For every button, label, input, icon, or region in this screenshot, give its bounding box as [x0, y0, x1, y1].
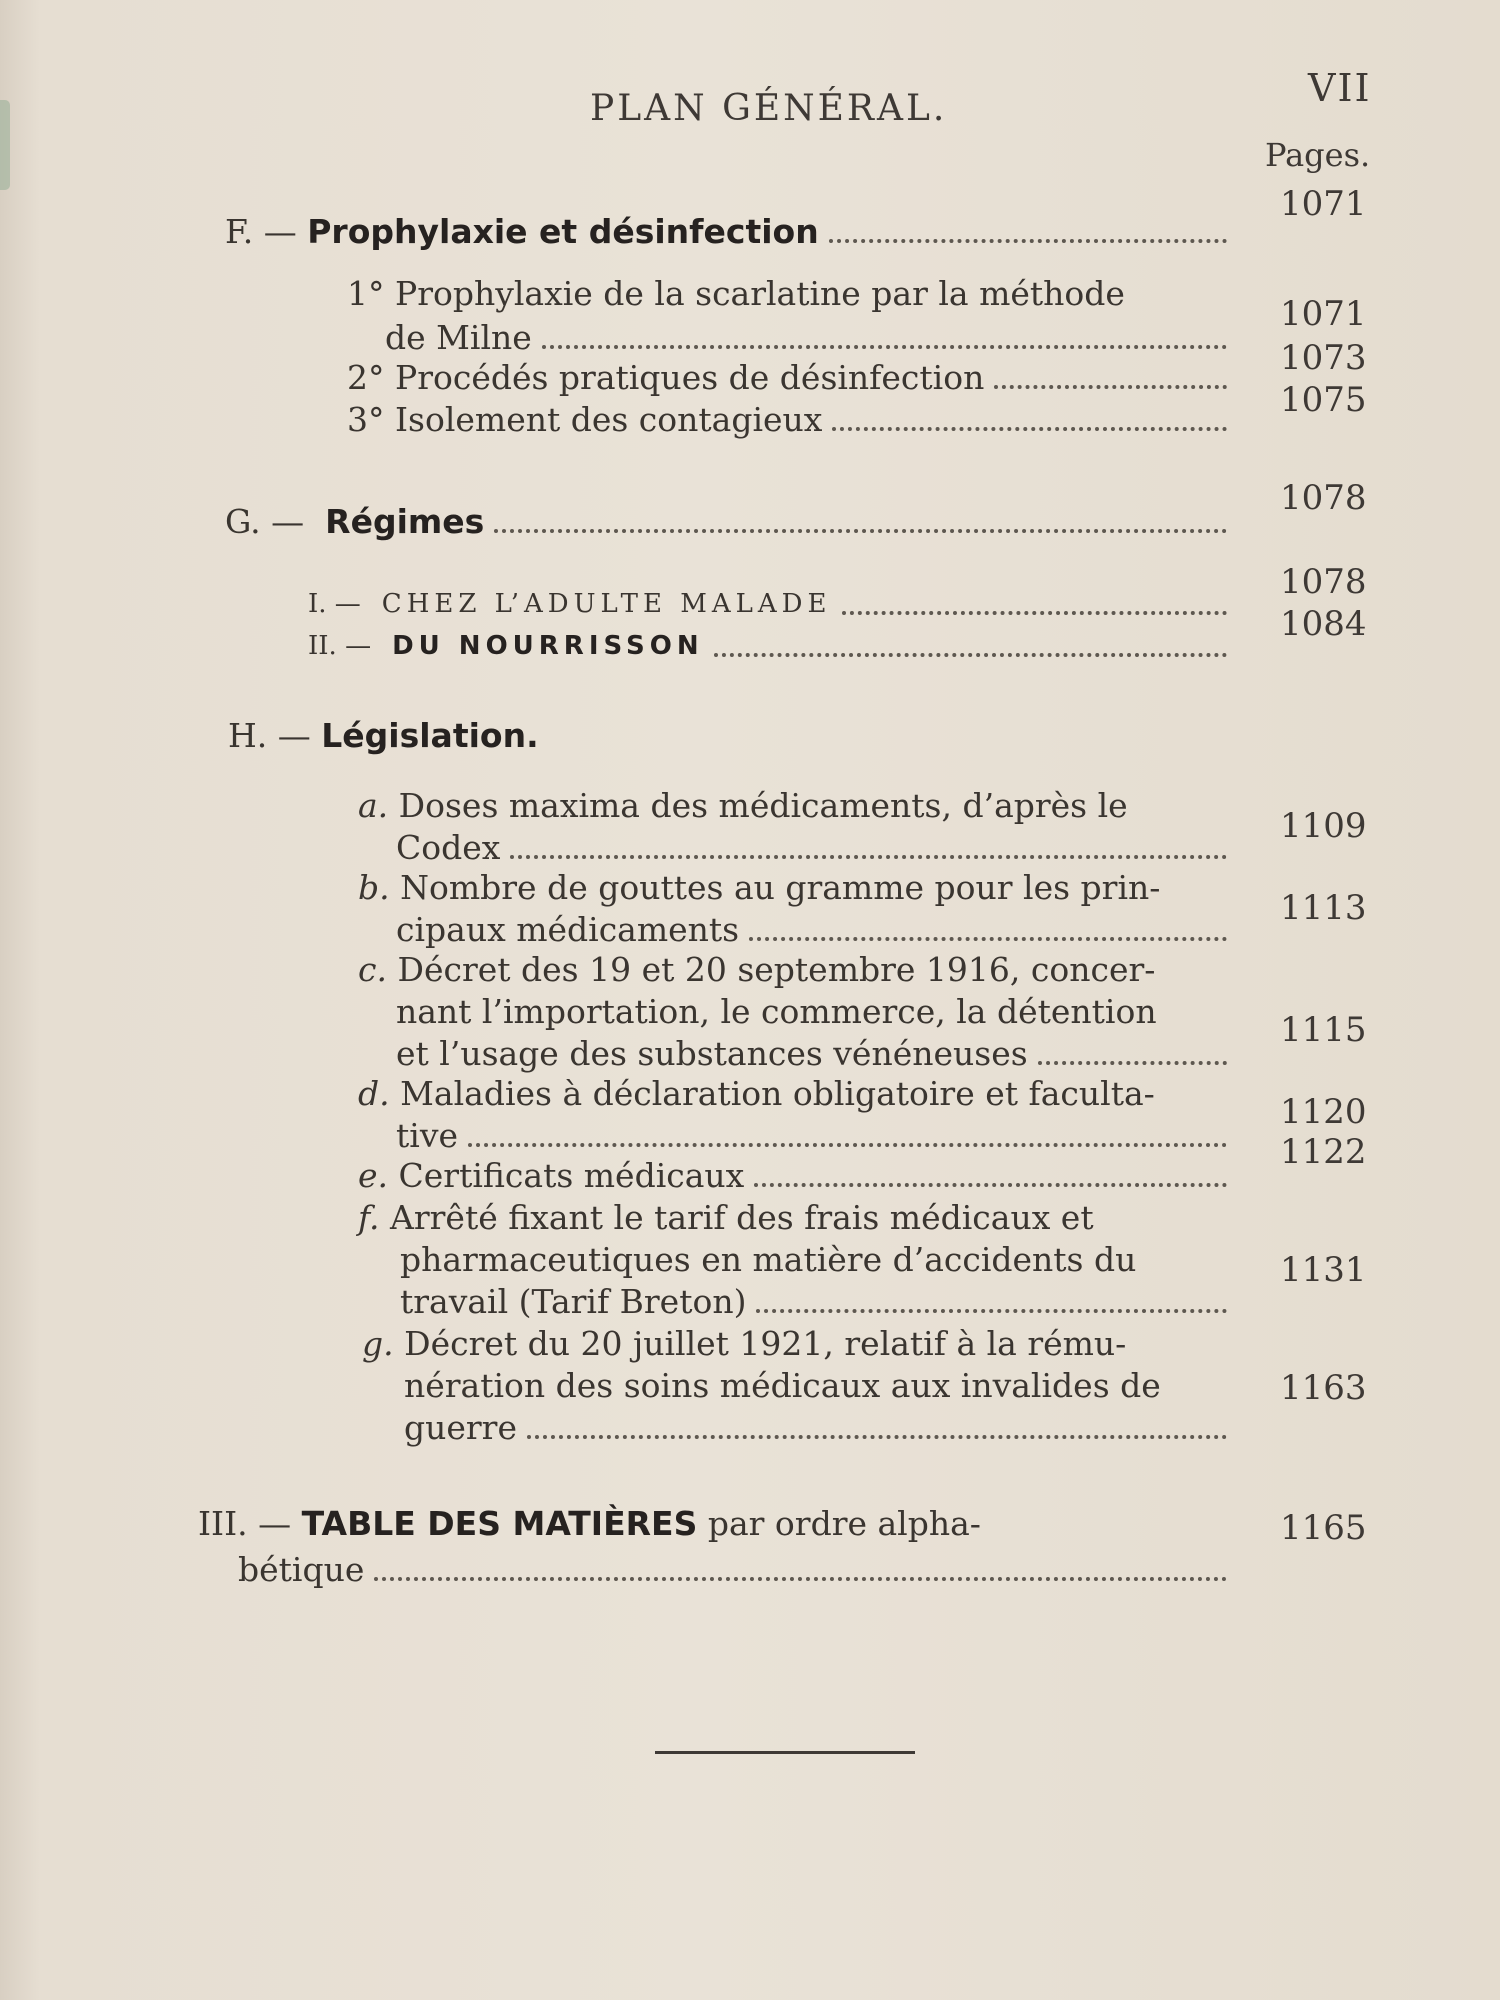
toc-entry-hg-line3[interactable]: guerre — [404, 1406, 1235, 1448]
toc-entry-f[interactable] — [225, 210, 1235, 252]
page-ref: 1113 — [1280, 888, 1367, 928]
dot-leader — [754, 1183, 1227, 1187]
dot-leader — [994, 385, 1227, 389]
page-ref: 1075 — [1280, 380, 1367, 420]
toc-entry-g[interactable] — [225, 500, 1235, 542]
page-ref: 1131 — [1280, 1250, 1367, 1290]
toc-entry-g2[interactable]: II. — DU NOURRISSON — [308, 624, 1235, 666]
toc-entry-f3[interactable]: 3° Isolement des contagieux — [347, 398, 1235, 440]
page-ref: 1165 — [1280, 1508, 1367, 1548]
dot-leader — [468, 1143, 1227, 1147]
toc-entry-hf-line2: pharmaceutiques en matière d’accidents du — [400, 1240, 1137, 1279]
section-label: H. — — [228, 716, 311, 755]
toc-entry-hd-line2[interactable]: tive — [396, 1114, 1235, 1156]
dot-leader — [494, 529, 1227, 533]
dot-leader — [1038, 1061, 1227, 1065]
page-edge-mark — [0, 100, 10, 190]
toc-entry-he[interactable]: e. Certificats médicaux — [358, 1154, 1235, 1196]
section-title: Régimes — [325, 502, 485, 541]
page-ref: 1115 — [1280, 1010, 1367, 1050]
page-ref: 1078 — [1280, 562, 1367, 602]
section-label: F. — — [225, 212, 297, 251]
section-label: III. — — [198, 1504, 292, 1543]
toc-entry-hd-line1: d. Maladies à déclaration obligatoire et faculta- — [358, 1074, 1155, 1113]
page-ref: 1163 — [1280, 1368, 1367, 1408]
page-ref: 1122 — [1280, 1132, 1367, 1172]
toc-entry-ha-line1: a. Doses maxima des médicaments, d’après le — [358, 786, 1128, 825]
page-ref: 1073 — [1280, 338, 1367, 378]
toc-entry-hc-line2: nant l’importation, le commerce, la détention — [396, 992, 1157, 1031]
toc-entry-hc-line3[interactable]: et l’usage des substances vénéneuses — [396, 1032, 1235, 1074]
toc-entry-hf-line3[interactable]: travail (Tarif Breton) — [400, 1280, 1235, 1322]
running-header-title: PLAN GÉNÉRAL. — [590, 88, 948, 129]
section-title: Législation. — [321, 716, 539, 755]
page-ref: 1071 — [1280, 294, 1367, 334]
dot-leader — [832, 427, 1227, 431]
toc-entry-iii-line2[interactable]: bétique — [238, 1548, 1235, 1590]
page-number: VII — [1308, 66, 1372, 110]
toc-entry-g1[interactable]: I. — CHEZ L’ADULTE MALADE — [308, 582, 1235, 624]
toc-entry-hg-line1: g. Décret du 20 juillet 1921, relatif à la rému- — [362, 1324, 1127, 1363]
toc-entry-f1-line2[interactable]: de Milne — [385, 316, 1235, 358]
toc-entry-hb-line2[interactable]: cipaux médicaments — [396, 908, 1235, 950]
dot-leader — [749, 937, 1227, 941]
toc-entry-hb-line1: b. Nombre de gouttes au gramme pour les prin- — [358, 868, 1161, 907]
dot-leader — [374, 1577, 1227, 1581]
page-ref: 1071 — [1280, 184, 1367, 224]
end-rule — [655, 1751, 915, 1754]
section-title: TABLE DES MATIÈRES — [301, 1504, 698, 1543]
toc-entry-hc-line1: c. Décret des 19 et 20 septembre 1916, concer- — [358, 950, 1156, 989]
toc-entry-ha-line2[interactable]: Codex — [396, 826, 1235, 868]
toc-entry-hg-line2: nération des soins médicaux aux invalides de — [404, 1366, 1161, 1405]
toc-entry-iii-line1: III. — TABLE DES MATIÈRES par ordre alpha- — [198, 1504, 981, 1543]
page-ref: 1120 — [1280, 1092, 1367, 1132]
page-ref: 1084 — [1280, 604, 1367, 644]
toc-entry-hf-line1: f. Arrêté fixant le tarif des frais médicaux et — [358, 1198, 1094, 1237]
dot-leader — [842, 611, 1227, 615]
dot-leader — [829, 239, 1227, 243]
dot-leader — [510, 855, 1227, 859]
dot-leader — [527, 1435, 1227, 1439]
section-label: G. — — [225, 502, 305, 541]
toc-entry-h — [228, 714, 1238, 756]
section-title: Prophylaxie et désinfection — [307, 212, 819, 251]
page-ref: 1078 — [1280, 478, 1367, 518]
toc-entry-f2[interactable]: 2° Procédés pratiques de désinfection — [347, 356, 1235, 398]
pages-column-label: Pages. — [1265, 136, 1371, 174]
dot-leader — [714, 653, 1227, 657]
dot-leader — [756, 1309, 1227, 1313]
dot-leader — [542, 345, 1227, 349]
page-ref: 1109 — [1280, 806, 1367, 846]
toc-entry-f1-line1: 1° Prophylaxie de la scarlatine par la méthode — [347, 274, 1125, 313]
